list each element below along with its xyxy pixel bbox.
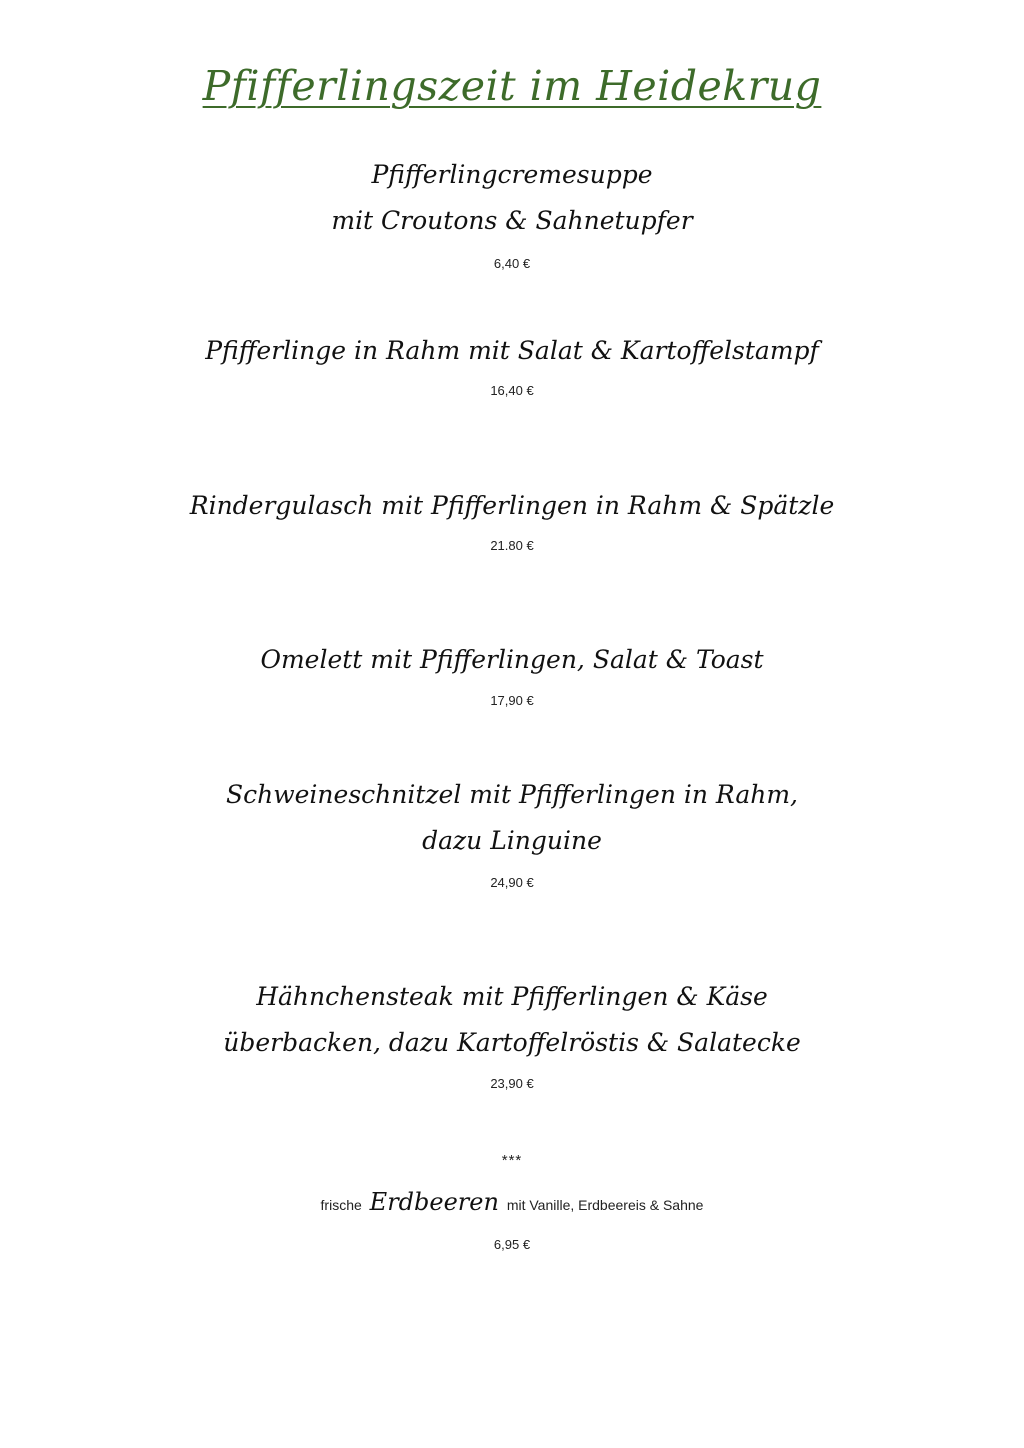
dish-5-line-1: Schweineschnitzel mit Pfifferlingen in Rahm, — [226, 780, 798, 809]
dessert-highlight: Erdbeeren — [369, 1188, 499, 1216]
dish-2-line-1: Pfifferlinge in Rahm mit Salat & Kartoffelstampf — [205, 336, 819, 365]
dish-1-line-1: Pfifferlingcremesuppe — [371, 160, 653, 189]
dish-6-line-1: Hähnchensteak mit Pfifferlingen & Käse — [256, 982, 768, 1011]
dessert-price: 6,95 € — [493, 1237, 531, 1252]
dish-5-line-2: dazu Linguine — [422, 826, 602, 855]
dish-2-price: 16,40 € — [490, 383, 534, 398]
dessert-prefix: frische — [320, 1197, 362, 1213]
dish-1-price: 6,40 € — [493, 256, 531, 271]
dish-4-price: 17,90 € — [490, 693, 534, 708]
dish-3-line-1: Rindergulasch mit Pfifferlingen in Rahm & Spätzle — [189, 491, 835, 520]
separator-stars: *** — [501, 1152, 523, 1169]
dessert-line — [0, 1188, 1024, 1216]
dessert-suffix: mit Vanille, Erdbeereis & Sahne — [506, 1197, 704, 1213]
dish-6-price: 23,90 € — [490, 1076, 534, 1091]
dish-3-price: 21.80 € — [490, 538, 534, 553]
menu-title: Pfifferlingszeit im Heidekrug — [202, 62, 822, 110]
dish-4-line-1: Omelett mit Pfifferlingen, Salat & Toast — [260, 645, 764, 674]
dish-1-line-2: mit Croutons & Sahnetupfer — [331, 206, 693, 235]
dish-5-price: 24,90 € — [490, 875, 534, 890]
dish-6-line-2: überbacken, dazu Kartoffelröstis & Salatecke — [223, 1028, 801, 1057]
